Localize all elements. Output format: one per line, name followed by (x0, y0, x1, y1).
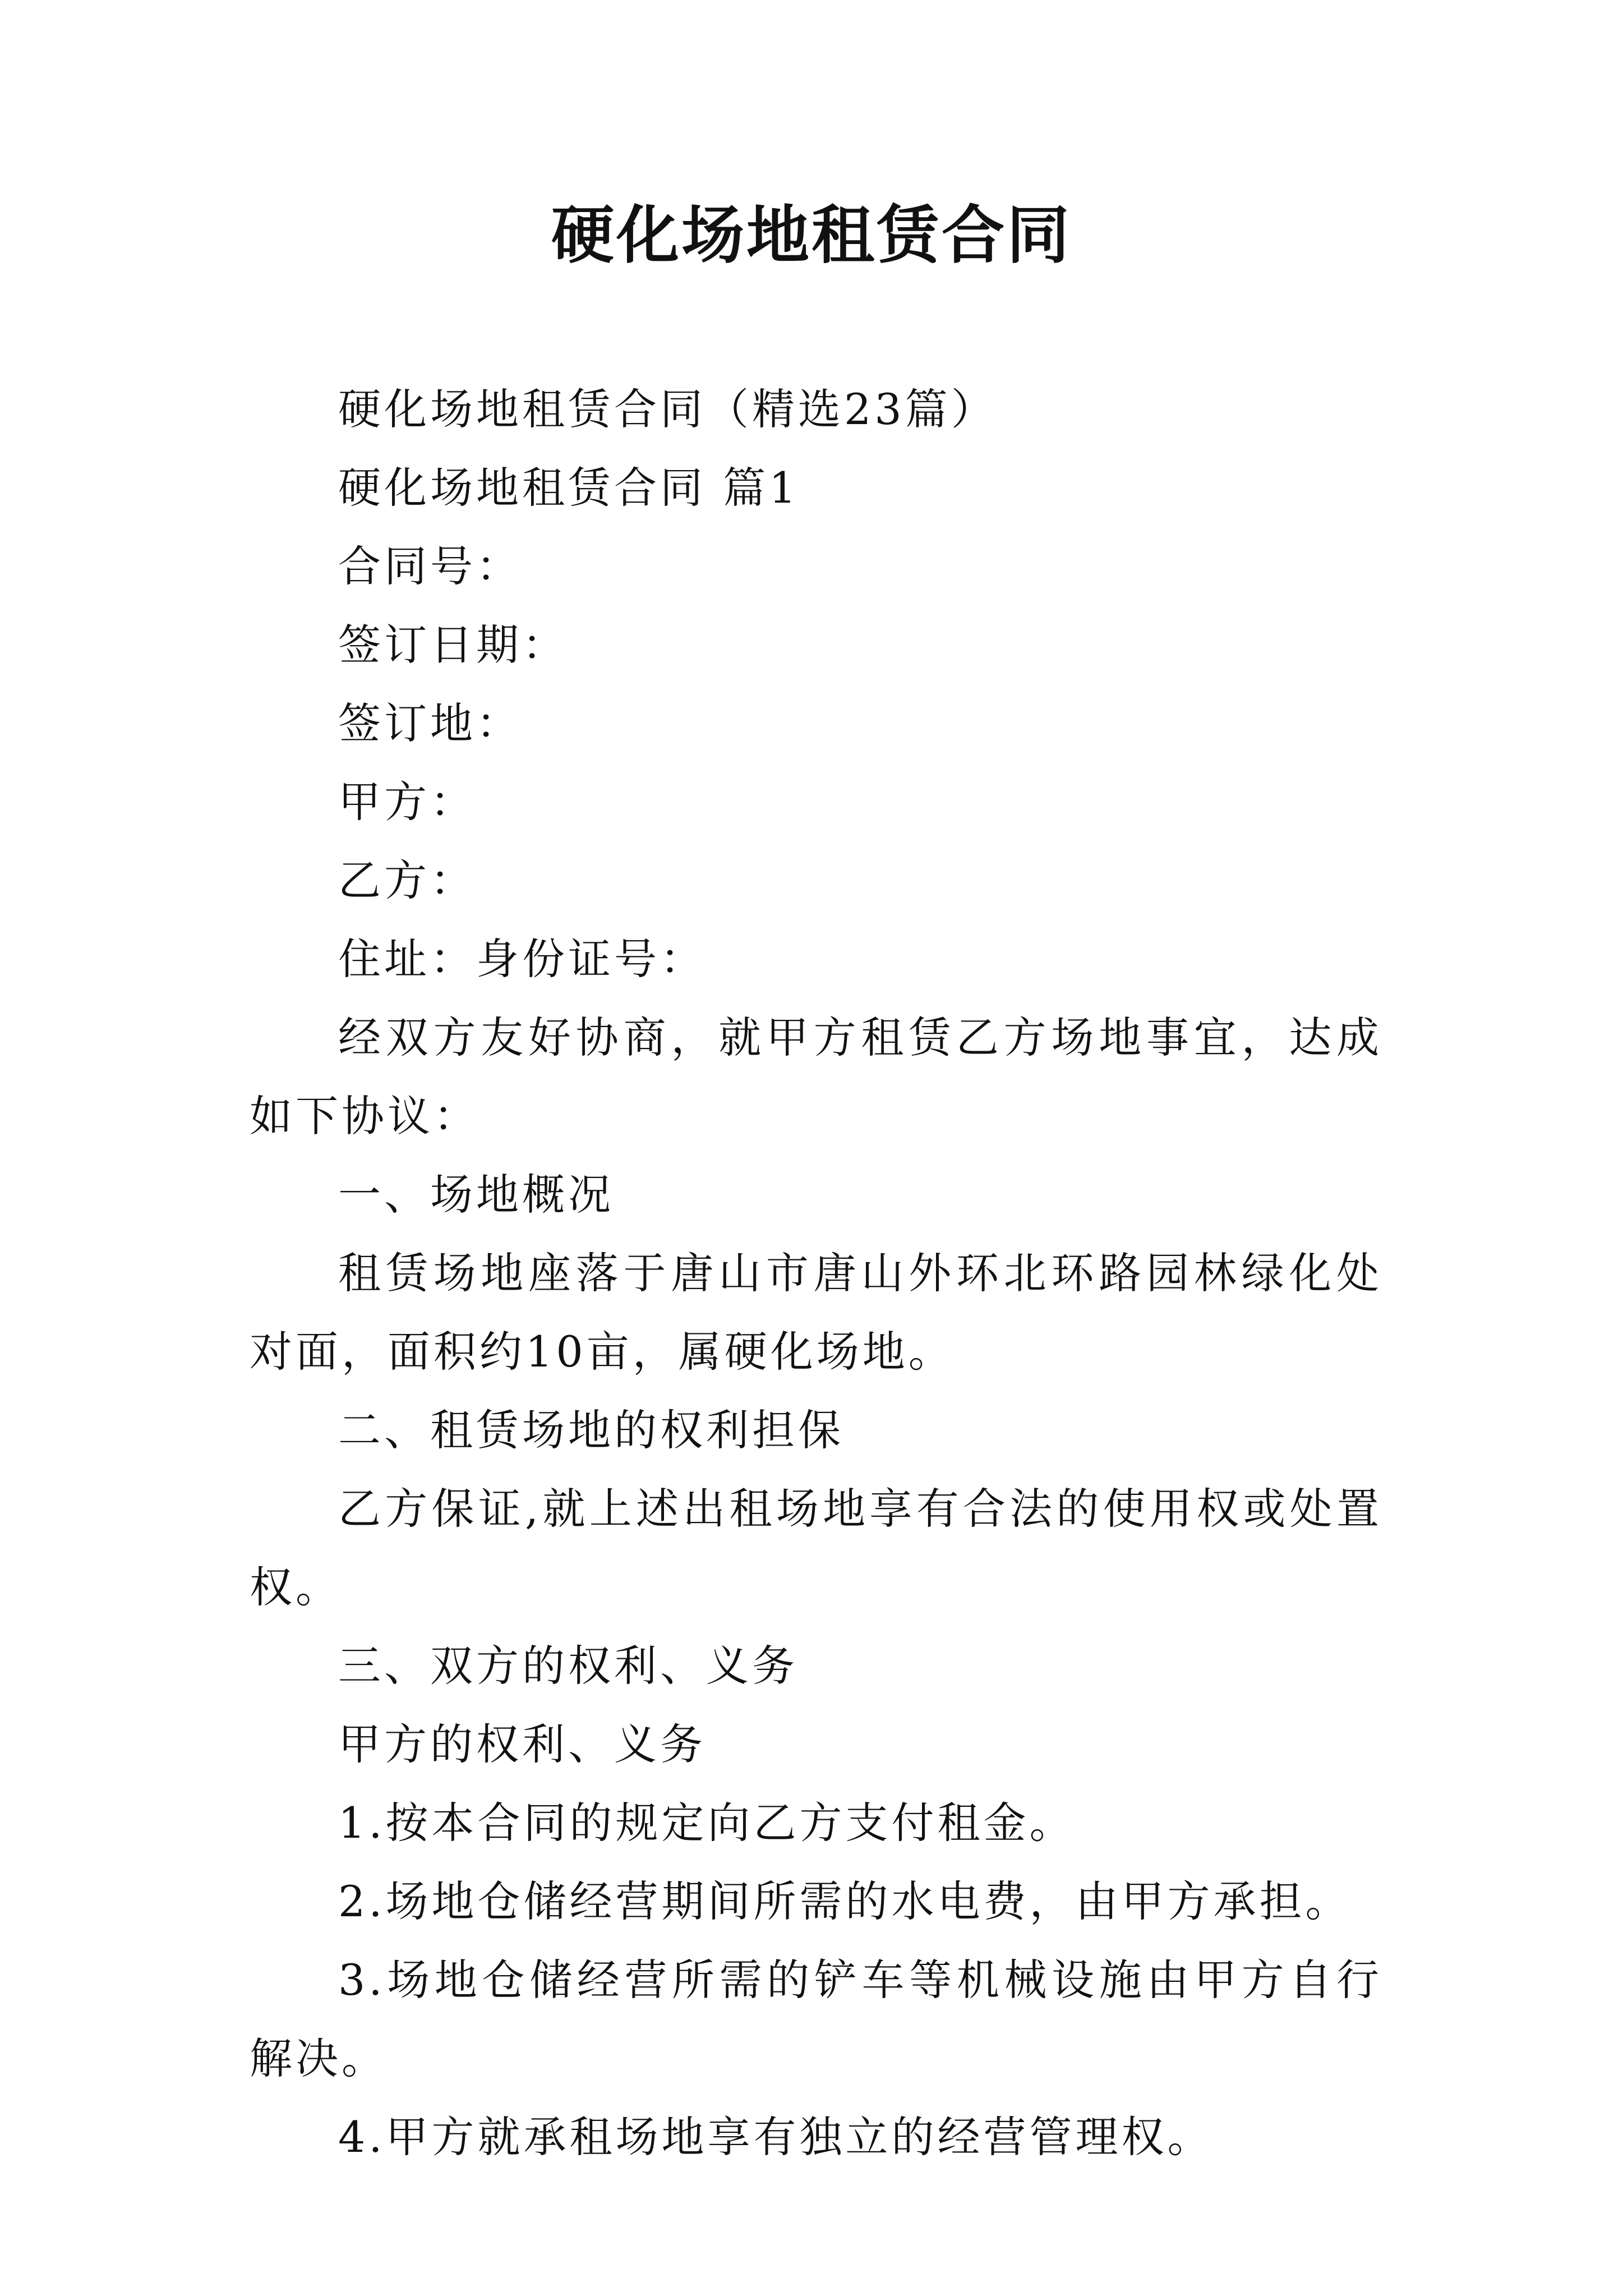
paragraph-party-b: 乙方： (338, 855, 476, 905)
paragraph-sign-place: 签订地： (338, 698, 522, 748)
document-title: 硬化场地租赁合同 (551, 199, 1072, 272)
paragraph-agreement-intro: 经双方友好协商，就甲方租赁乙方场地事宜，达成如下协议： (250, 1013, 1382, 1141)
paragraph-item-2: 2.场地仓储经营期间所需的水电费，由甲方承担。 (338, 1876, 1352, 1926)
paragraph-address-id: 住址：身份证号： (338, 934, 706, 984)
paragraph-sign-date: 签订日期： (338, 620, 568, 670)
paragraph-heading-2: 二、租赁场地的权利担保 (338, 1405, 844, 1455)
paragraph-party-a: 甲方： (338, 777, 476, 827)
paragraph-guarantee: 乙方保证,就上述出租场地享有合法的使用权或处置权。 (250, 1484, 1382, 1612)
paragraph-subtitle: 硬化场地租赁合同（精选23篇） (338, 384, 997, 434)
paragraph-item-1: 1.按本合同的规定向乙方支付租金。 (338, 1798, 1076, 1848)
paragraph-party-a-rights: 甲方的权利、义务 (338, 1719, 706, 1769)
paragraph-heading-3: 三、双方的权利、义务 (338, 1641, 798, 1691)
paragraph-section-heading: 硬化场地租赁合同 篇1 (338, 463, 800, 513)
paragraph-heading-1: 一、场地概况 (338, 1170, 614, 1220)
paragraph-site-description: 租赁场地座落于唐山市唐山外环北环路园林绿化处对面，面积约10亩，属硬化场地。 (250, 1248, 1382, 1377)
paragraph-contract-number: 合同号： (338, 541, 522, 591)
document-body (250, 370, 1382, 2177)
paragraph-item-3: 3.场地仓储经营所需的铲车等机械设施由甲方自行解决。 (250, 1955, 1382, 2083)
paragraph-item-4: 4.甲方就承租场地享有独立的经营管理权。 (338, 2112, 1214, 2162)
